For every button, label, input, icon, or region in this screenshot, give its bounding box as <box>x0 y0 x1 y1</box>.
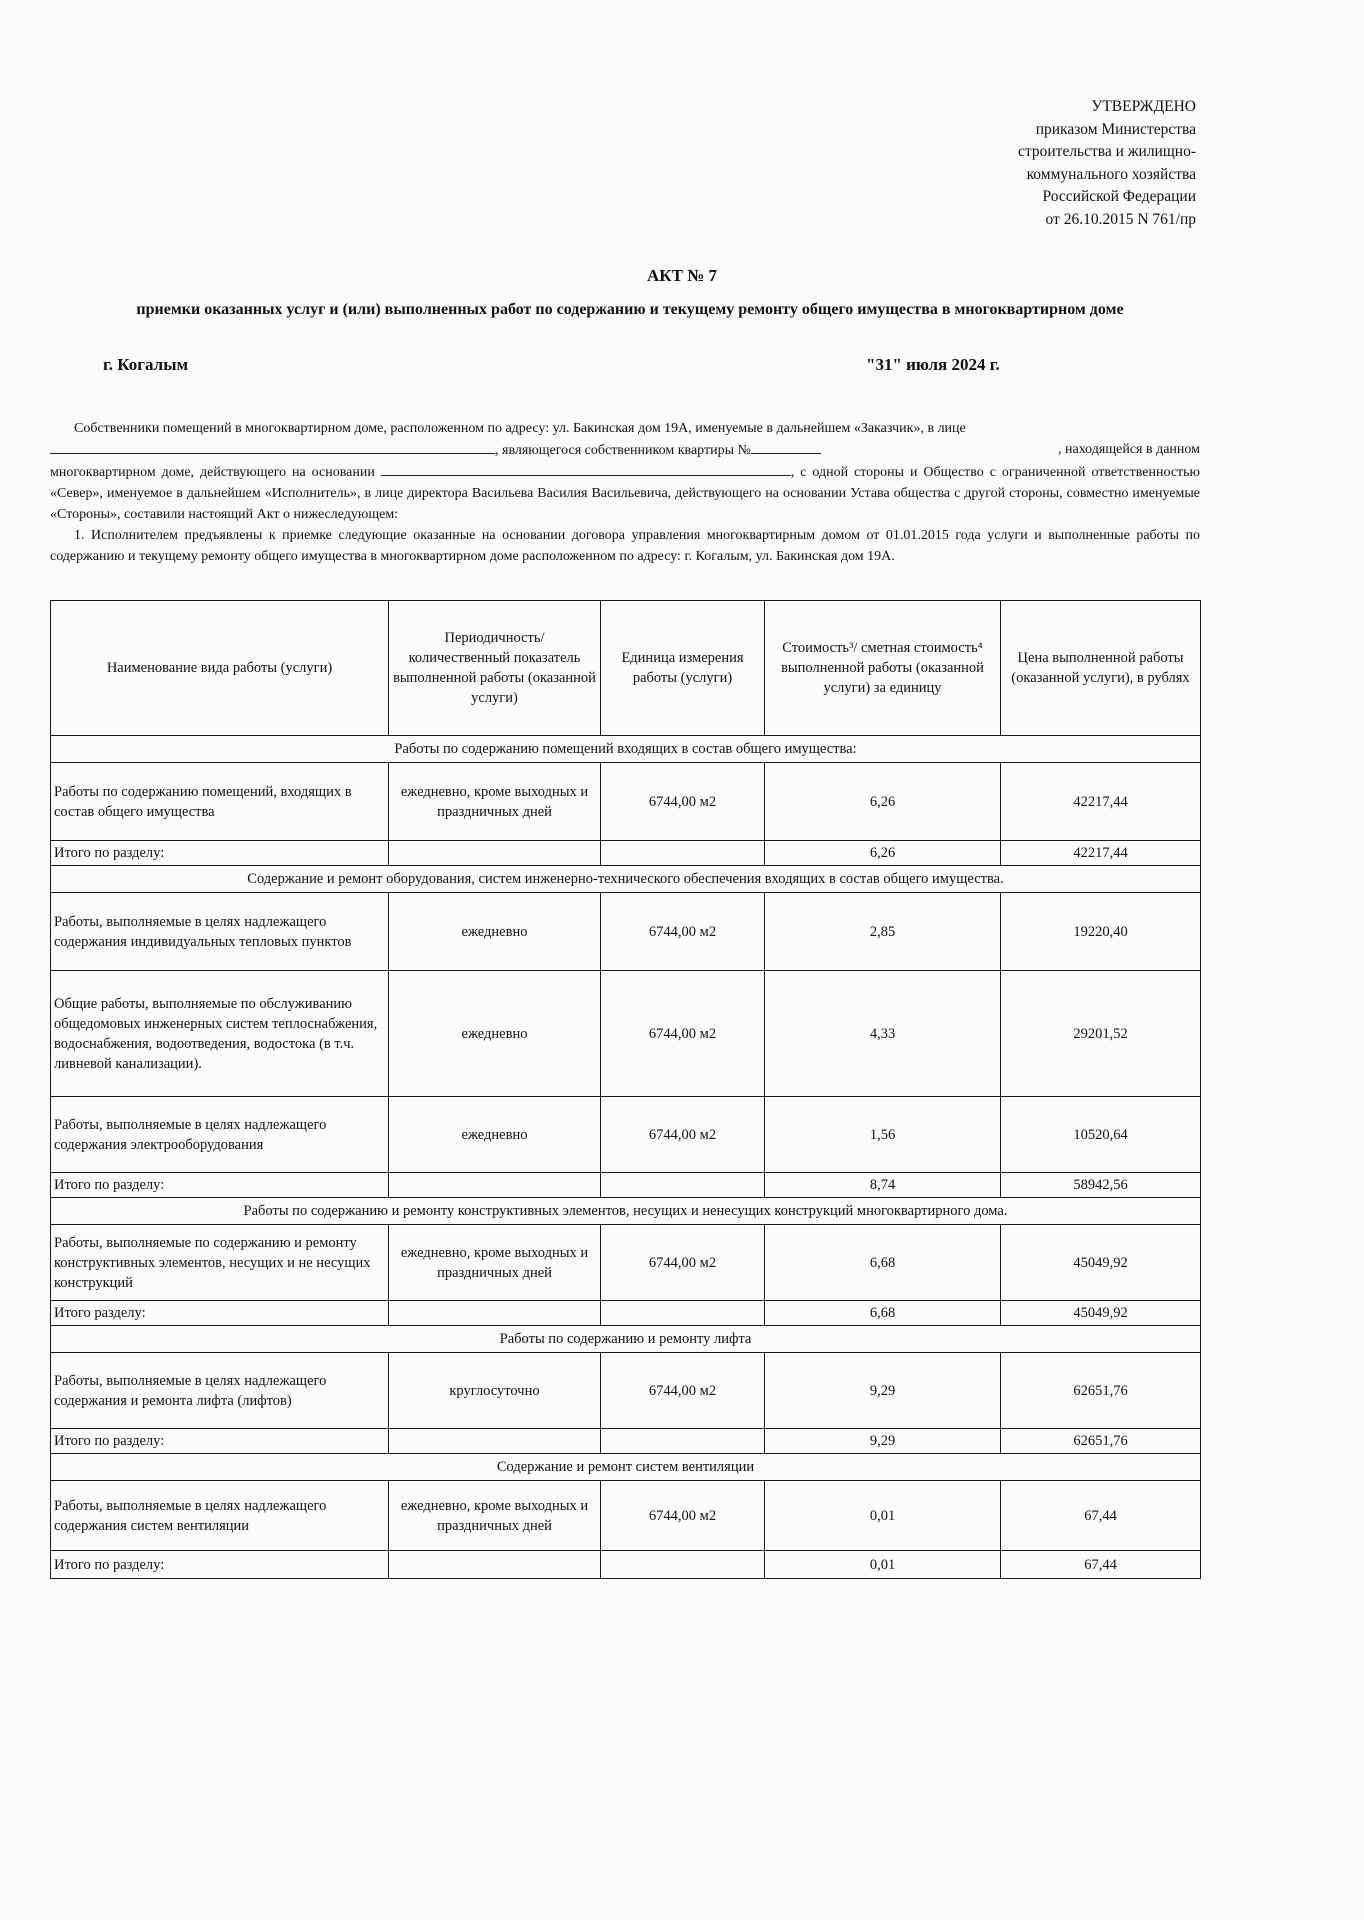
section-total-row <box>51 1173 1201 1198</box>
act-city: г. Когалым <box>103 355 189 374</box>
section-total-row <box>51 841 1201 866</box>
preamble-text: многоквартирном доме, действующего на основании <box>50 465 375 480</box>
total-label: Итого по разделу: <box>51 1173 389 1198</box>
cell-cost: 0,01 <box>765 1481 1001 1551</box>
preamble-text: , с одной стороны и Общество с ограниченной ответственностью «Север», именуемое в дальнейшем «Исполнитель», в лице директора Васильева Василия Васильевича, действующего на основании Устава общества с другой стороны, совместно именуемые «Стороны», составили настоящий Акт о нижеследующем: <box>50 465 1201 522</box>
total-cost: 6,26 <box>765 841 1001 866</box>
section-title-row <box>51 1198 1201 1225</box>
cell-unit: 6744,00 м2 <box>601 1097 765 1173</box>
table-row <box>51 763 1201 841</box>
table-row <box>51 1097 1201 1173</box>
cell-periodicity: ежедневно <box>389 1097 601 1173</box>
empty-cell <box>389 1173 601 1198</box>
approval-stamp <box>1018 96 1196 231</box>
section-title: Работы по содержанию и ремонту лифта <box>51 1326 1201 1353</box>
preamble-paragraph-1 <box>50 418 1200 439</box>
empty-cell <box>601 1301 765 1326</box>
column-header-price: Цена выполненной работы (оказанной услуги), в рублях <box>1001 601 1201 736</box>
approval-line: приказом Министерства <box>1035 120 1196 138</box>
works-table <box>50 600 1201 1579</box>
cell-price: 10520,64 <box>1001 1097 1201 1173</box>
total-cost: 0,01 <box>765 1551 1001 1579</box>
act-title: приемки оказанных услуг и (или) выполненных работ по содержанию и текущему ремонту общего имущества в многоквартирном доме <box>136 301 1124 318</box>
approval-line: коммунального хозяйства <box>1026 165 1196 183</box>
total-cost: 8,74 <box>765 1173 1001 1198</box>
cell-unit: 6744,00 м2 <box>601 763 765 841</box>
column-header-periodicity: Периодичность/ количественный показатель выполненной работы (оказанной услуги) <box>389 601 601 736</box>
cell-name: Работы, выполняемые в целях надлежащего содержания систем вентиляции <box>51 1481 389 1551</box>
total-label: Итого по разделу: <box>51 1551 389 1579</box>
cell-periodicity: круглосуточно <box>389 1353 601 1429</box>
total-price: 67,44 <box>1001 1551 1201 1579</box>
empty-cell <box>389 841 601 866</box>
cell-name: Работы, выполняемые в целях надлежащего содержания электрооборудования <box>51 1097 389 1173</box>
section-total-row <box>51 1429 1201 1454</box>
empty-cell <box>389 1429 601 1454</box>
section-title-row <box>51 736 1201 763</box>
cell-price: 45049,92 <box>1001 1225 1201 1301</box>
section-title: Содержание и ремонт оборудования, систем инженерно-технического обеспечения входящих в состав общего имущества. <box>51 866 1201 893</box>
preamble-owner-line <box>50 439 1200 461</box>
cell-unit: 6744,00 м2 <box>601 1353 765 1429</box>
cell-price: 29201,52 <box>1001 971 1201 1097</box>
preamble-paragraph-2: 1. Исполнителем предъявлены к приемке следующие оказанные на основании договора управления многоквартирным домом от 01.01.2015 года услуги и выполненные работы по содержанию и текущему ремонту общего имущества в многоквартирном доме расположенном по адресу: г. Когалым, ул. Бакинская дом 19А. <box>50 528 1200 564</box>
preamble-text: Собственники помещений в многоквартирном доме, расположенном по адресу: ул. Бакинская дом 19А, именуемые в дальнейшем «Заказчик», в лице <box>74 421 966 436</box>
cell-name: Работы, выполняемые в целях надлежащего содержания индивидуальных тепловых пунктов <box>51 893 389 971</box>
cell-cost: 9,29 <box>765 1353 1001 1429</box>
section-title-row <box>51 1454 1201 1481</box>
section-title: Содержание и ремонт систем вентиляции <box>51 1454 1201 1481</box>
section-title: Работы по содержанию и ремонту конструктивных элементов, несущих и ненесущих конструкций многоквартирного дома. <box>51 1198 1201 1225</box>
cell-price: 62651,76 <box>1001 1353 1201 1429</box>
preamble-basis-line <box>50 461 1200 525</box>
cell-unit: 6744,00 м2 <box>601 893 765 971</box>
total-price: 45049,92 <box>1001 1301 1201 1326</box>
empty-cell <box>601 1173 765 1198</box>
table-row <box>51 971 1201 1097</box>
cell-name: Работы, выполняемые по содержанию и ремонту конструктивных элементов, несущих и не несущих конструкций <box>51 1225 389 1301</box>
column-header-name: Наименование вида работы (услуги) <box>51 601 389 736</box>
cell-unit: 6744,00 м2 <box>601 1225 765 1301</box>
cell-name: Общие работы, выполняемые по обслуживанию общедомовых инженерных систем теплоснабжения, водоснабжения, водоотведения, водостока (в т.ч. ливневой канализации). <box>51 971 389 1097</box>
empty-cell <box>389 1301 601 1326</box>
section-title: Работы по содержанию помещений входящих в состав общего имущества: <box>51 736 1201 763</box>
empty-cell <box>601 841 765 866</box>
table-row <box>51 893 1201 971</box>
act-number: АКТ № 7 <box>646 266 718 285</box>
table-row <box>51 1481 1201 1551</box>
cell-periodicity: ежедневно, кроме выходных и праздничных дней <box>389 763 601 841</box>
table-header-row <box>51 601 1201 736</box>
approval-line: УТВЕРЖДЕНО <box>1091 98 1196 115</box>
cell-name: Работы по содержанию помещений, входящих в состав общего имущества <box>51 763 389 841</box>
act-date: "31" июля 2024 г. <box>866 355 1000 374</box>
total-cost: 6,68 <box>765 1301 1001 1326</box>
basis-blank <box>381 461 791 476</box>
cell-periodicity: ежедневно, кроме выходных и праздничных дней <box>389 1481 601 1551</box>
total-label: Итого по разделу: <box>51 841 389 866</box>
cell-unit: 6744,00 м2 <box>601 971 765 1097</box>
apartment-number-blank <box>751 439 821 454</box>
cell-cost: 4,33 <box>765 971 1001 1097</box>
section-title-row <box>51 866 1201 893</box>
cell-cost: 2,85 <box>765 893 1001 971</box>
preamble-text: , являющегося собственником квартиры № <box>495 443 751 458</box>
approval-line: от 26.10.2015 N 761/пр <box>1045 210 1196 228</box>
section-title-row <box>51 1326 1201 1353</box>
empty-cell <box>601 1551 765 1579</box>
column-header-unit: Единица измерения работы (услуги) <box>601 601 765 736</box>
preamble-text: , находящейся в данном <box>1058 442 1200 457</box>
cell-periodicity: ежедневно <box>389 971 601 1097</box>
approval-line: строительства и жилищно- <box>1018 143 1196 160</box>
total-price: 42217,44 <box>1001 841 1201 866</box>
cell-name: Работы, выполняемые в целях надлежащего содержания и ремонта лифта (лифтов) <box>51 1353 389 1429</box>
total-label: Итого по разделу: <box>51 1429 389 1454</box>
preamble <box>50 418 1200 567</box>
cell-cost: 6,26 <box>765 763 1001 841</box>
cell-periodicity: ежедневно, кроме выходных и праздничных дней <box>389 1225 601 1301</box>
approval-line: Российской Федерации <box>1042 188 1196 205</box>
total-label: Итого разделу: <box>51 1301 389 1326</box>
cell-cost: 1,56 <box>765 1097 1001 1173</box>
table-row <box>51 1353 1201 1429</box>
total-price: 62651,76 <box>1001 1429 1201 1454</box>
cell-price: 19220,40 <box>1001 893 1201 971</box>
section-total-row <box>51 1551 1201 1579</box>
empty-cell <box>389 1551 601 1579</box>
cell-price: 42217,44 <box>1001 763 1201 841</box>
cell-unit: 6744,00 м2 <box>601 1481 765 1551</box>
cell-cost: 6,68 <box>765 1225 1001 1301</box>
table-row <box>51 1225 1201 1301</box>
empty-cell <box>601 1429 765 1454</box>
section-total-row <box>51 1301 1201 1326</box>
owner-name-blank <box>50 439 495 454</box>
column-header-cost: Стоимость³/ сметная стоимость⁴ выполненной работы (оказанной услуги) за единицу <box>765 601 1001 736</box>
total-price: 58942,56 <box>1001 1173 1201 1198</box>
cell-periodicity: ежедневно <box>389 893 601 971</box>
total-cost: 9,29 <box>765 1429 1001 1454</box>
cell-price: 67,44 <box>1001 1481 1201 1551</box>
